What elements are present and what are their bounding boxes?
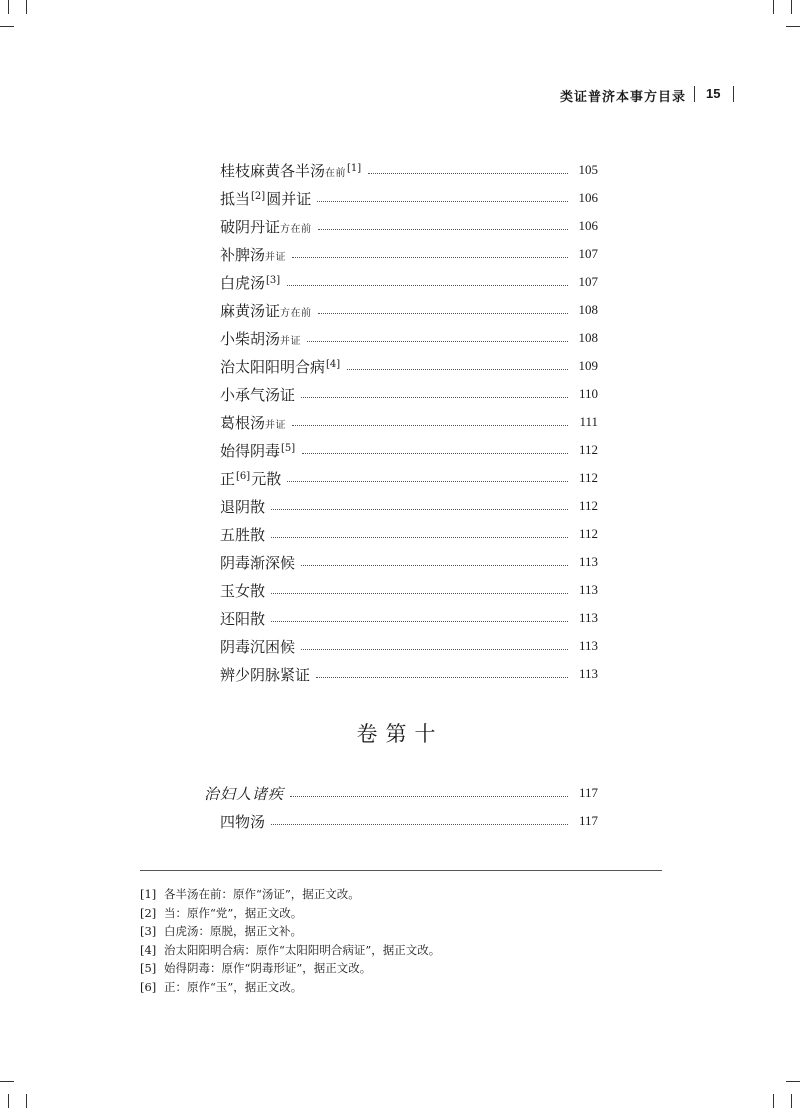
toc-entry[interactable]: [220, 660, 598, 688]
entry-page: 106: [578, 218, 598, 233]
footnote: [140, 979, 660, 998]
entry-title-text: 阴毒沉困候: [220, 637, 296, 656]
entry-title-text: 葛根汤: [220, 413, 266, 432]
entry-title-text: 正: [220, 469, 236, 488]
leader-dots: [301, 396, 568, 398]
leader-dots: [307, 340, 568, 342]
entry-page: 112: [578, 470, 598, 485]
volume-heading: 卷第十: [356, 722, 444, 746]
footnote: [140, 923, 660, 942]
toc-entry[interactable]: [220, 296, 598, 324]
leader-dots: [287, 480, 568, 482]
footnote-ref[interactable]: [5]: [281, 442, 296, 454]
footnote-ref[interactable]: [4]: [326, 358, 341, 370]
entry-page: 113: [578, 638, 598, 653]
crop-mark: [773, 0, 774, 14]
entry-title-text: 补脾汤: [220, 245, 266, 264]
entry-page: 113: [578, 610, 598, 625]
toc-entry[interactable]: [220, 604, 598, 632]
entry-title-text: 退阴散: [220, 497, 266, 516]
entry-page: 112: [578, 498, 598, 513]
entry-title: [220, 580, 265, 601]
entry-page: 105: [578, 162, 598, 177]
entry-note: 并证: [265, 419, 287, 431]
header-page-number: 15: [706, 86, 721, 101]
leader-dots: [317, 200, 568, 202]
entry-title-text: 始得阴毒: [220, 441, 281, 460]
leader-dots: [287, 284, 568, 286]
leader-dots: [301, 648, 568, 650]
crop-mark: [791, 1094, 792, 1108]
toc-entry[interactable]: [220, 268, 598, 296]
toc-entry[interactable]: [220, 548, 598, 576]
entry-title: [220, 300, 312, 321]
footnote-ref[interactable]: [6]: [236, 470, 251, 482]
entry-title: [220, 664, 310, 685]
toc-entry[interactable]: [220, 520, 598, 548]
leader-dots: [271, 508, 568, 510]
entry-title-suffix: 圆并证: [266, 189, 312, 208]
entry-title: [220, 384, 295, 405]
toc-entry[interactable]: [220, 352, 598, 380]
toc-entry[interactable]: [220, 808, 598, 834]
leader-dots: [318, 228, 568, 230]
toc-entry[interactable]: [220, 324, 598, 352]
footnote-text: 治太阳阳明合病：原作“太阳阳明合病证”，据正文改。: [164, 942, 441, 957]
footnote-text: 始得阴毒：原作“阴毒形证”，据正文改。: [164, 961, 372, 975]
entry-title-text: 破阴丹证: [220, 217, 281, 236]
toc-entry[interactable]: [220, 184, 598, 212]
entry-title: [220, 496, 265, 517]
entry-title-text: 小承气汤证: [220, 385, 296, 404]
footnote: [140, 886, 660, 905]
entry-title-text: 抵当: [220, 189, 251, 208]
entry-title: [220, 412, 286, 433]
footnote-mark: [2]: [140, 905, 157, 920]
toc-entry[interactable]: [220, 632, 598, 660]
table-of-contents: [220, 156, 598, 688]
entry-page: 108: [578, 330, 598, 345]
crop-mark: [791, 0, 792, 14]
entry-title-text: 玉女散: [220, 581, 266, 600]
crop-mark: [8, 1094, 9, 1108]
footnote-text: 各半汤在前：原作“汤证”，据正文改。: [164, 887, 360, 901]
toc-entry[interactable]: [220, 212, 598, 240]
entry-title: [220, 356, 341, 377]
crop-mark: [26, 1094, 27, 1108]
entry-title: [220, 328, 301, 349]
leader-dots: [316, 676, 568, 678]
running-header: [0, 86, 800, 106]
entry-note: 方在前: [280, 307, 312, 319]
entry-title-text: 小柴胡汤: [220, 329, 281, 348]
header-separator: [733, 86, 734, 102]
entry-note: 在前: [325, 167, 347, 179]
leader-dots: [290, 795, 568, 797]
entry-title: [220, 272, 281, 293]
crop-mark: [0, 1081, 14, 1082]
footnote-mark: [3]: [140, 924, 157, 938]
entry-title-text: 治太阳阳明合病: [220, 357, 326, 376]
toc-entry[interactable]: [220, 464, 598, 492]
toc-entry[interactable]: [220, 380, 598, 408]
section-page: 117: [578, 785, 598, 800]
entry-title: [220, 636, 295, 657]
entry-title: 四物汤: [220, 812, 266, 831]
entry-page: 109: [578, 358, 598, 373]
leader-dots: [271, 620, 568, 622]
footnote-ref[interactable]: [3]: [266, 274, 281, 286]
entry-page: 113: [578, 582, 598, 597]
entry-page: 108: [578, 302, 598, 317]
footnote-text: 当：原作“党”，据正文改。: [164, 905, 303, 920]
entry-title-text: 白虎汤: [220, 273, 266, 292]
section-entry[interactable]: [204, 780, 598, 806]
leader-dots: [292, 256, 568, 258]
entry-title-text: 阴毒渐深候: [220, 553, 296, 572]
footnotes: [140, 886, 660, 997]
entry-title: [220, 440, 296, 461]
entry-page: 117: [578, 813, 598, 828]
entry-page: 110: [578, 386, 598, 401]
leader-dots: [292, 424, 568, 426]
entry-title-text: 五胜散: [220, 525, 266, 544]
section-title: 治妇人诸疾: [204, 784, 285, 803]
entry-note: 方在前: [280, 223, 312, 235]
entry-page: 112: [578, 526, 598, 541]
footnote-ref[interactable]: [2]: [251, 190, 266, 202]
entry-title: [220, 524, 265, 545]
footnote: [140, 960, 660, 979]
toc-entry[interactable]: [220, 436, 598, 464]
entry-title: [220, 608, 265, 629]
entry-title-text: 还阳散: [220, 609, 266, 628]
entry-title-text: 辨少阴脉紧证: [220, 665, 311, 684]
footnote-mark: [6]: [140, 979, 157, 994]
leader-dots: [302, 452, 568, 454]
entry-note: 并证: [280, 335, 302, 347]
entry-page: 113: [578, 666, 598, 681]
entry-page: 106: [578, 190, 598, 205]
footnote: [140, 905, 660, 924]
entry-title: [220, 468, 281, 489]
crop-mark: [786, 1081, 800, 1082]
footnote-mark: [4]: [140, 942, 157, 957]
toc-entry[interactable]: [220, 576, 598, 604]
entry-title: [220, 244, 286, 265]
toc-entry[interactable]: [220, 492, 598, 520]
entry-title: [220, 216, 312, 237]
entry-title-text: 麻黄汤证: [220, 301, 281, 320]
entry-title: [220, 552, 295, 573]
header-title: 类证普济本事方目录: [559, 90, 686, 105]
crop-mark: [8, 0, 9, 14]
entry-page: 107: [578, 246, 598, 261]
leader-dots: [368, 172, 568, 174]
footnote-text: 白虎汤：原脱，据正文补。: [164, 924, 302, 938]
entry-page: 107: [578, 274, 598, 289]
footnote-text: 正：原作“玉”，据正文改。: [164, 979, 303, 994]
toc-entry[interactable]: [220, 408, 598, 436]
entry-page: 111: [579, 414, 598, 429]
toc-entry[interactable]: [220, 156, 598, 184]
footnote: [140, 942, 660, 961]
footnote-rule: [140, 870, 662, 871]
entry-title: [220, 160, 362, 181]
entry-title-suffix: 元散: [251, 469, 282, 488]
footnote-mark: [5]: [140, 961, 157, 975]
leader-dots: [271, 823, 568, 825]
entry-title: [220, 188, 311, 209]
entry-page: 113: [578, 554, 598, 569]
crop-mark: [26, 0, 27, 14]
footnote-mark: [1]: [140, 887, 157, 901]
entry-page: 112: [578, 442, 598, 457]
crop-mark: [773, 1094, 774, 1108]
footnote-ref[interactable]: [1]: [347, 162, 362, 174]
leader-dots: [318, 312, 568, 314]
toc-entry[interactable]: [220, 240, 598, 268]
header-separator: [694, 86, 695, 102]
crop-mark: [0, 26, 14, 27]
leader-dots: [301, 564, 568, 566]
leader-dots: [347, 368, 568, 370]
leader-dots: [271, 592, 568, 594]
entry-title-text: 桂枝麻黄各半汤: [220, 161, 326, 180]
leader-dots: [271, 536, 568, 538]
entry-note: 并证: [265, 251, 287, 263]
crop-mark: [786, 26, 800, 27]
